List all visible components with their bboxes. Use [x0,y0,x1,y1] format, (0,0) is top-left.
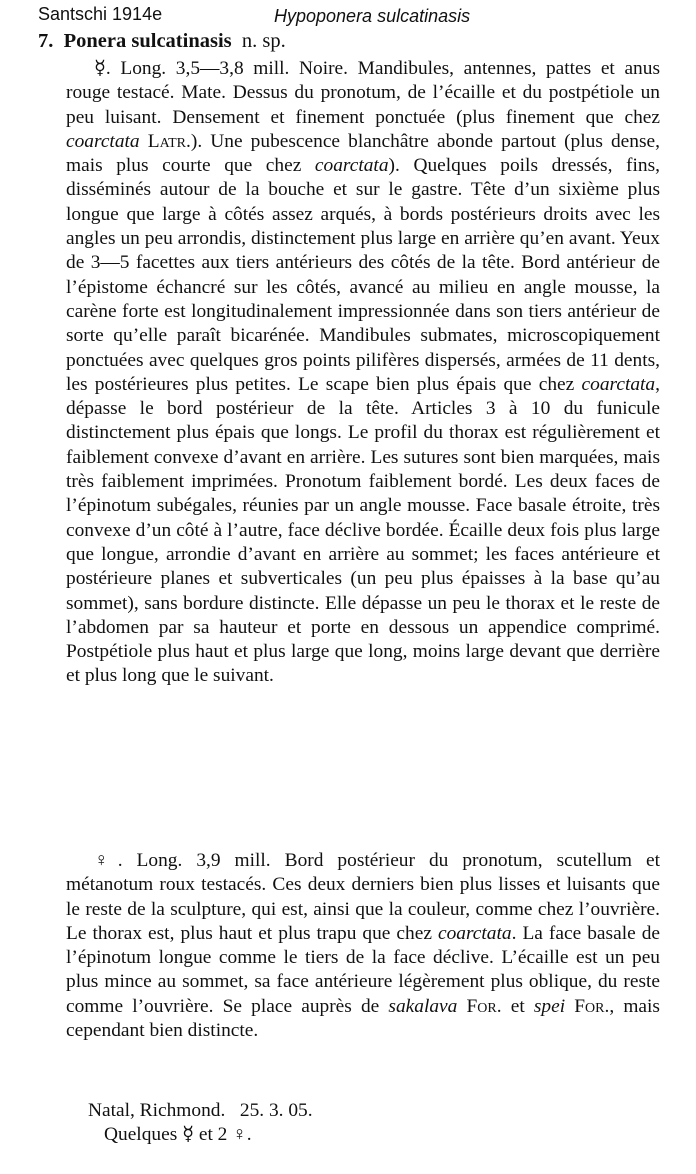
taxon-name-header: Hypoponera sulcatinasis [274,6,471,26]
worker-text-segment: ☿. Long. 3,5—3,8 mill. Noire. Mandibules, antennes, pattes et anus rouge testacé. Mate. Dessus du pronotum, de l’écaille et du postpétiole un peu luisant. Densement et finement ponctuée (plus finement que chez [66,58,660,128]
material-examined [88,1099,313,1148]
species-number: 7. [38,30,54,52]
specimens-line: Quelques ☿ et 2 ♀. [104,1124,252,1146]
worker-text-segment: coarctata [66,130,140,152]
queen-description [66,849,660,1043]
worker-text-segment: coarctata [581,373,656,395]
queen-text-segment [457,996,466,1017]
queen-text-segment: , mais cependant bien distincte. [66,995,660,1042]
queen-text-segment: coarctata [437,922,512,944]
queen-text-segment: spei [533,995,566,1017]
locality-line: Natal, Richmond. 25. 3. 05. [88,1100,313,1121]
queen-text-segment [565,996,574,1017]
species-status: n. sp. [241,30,286,52]
species-heading [38,30,286,53]
worker-text-segment [140,131,148,152]
queen-text-segment: . La face basale de l’épinotum longue comme le tiers de la face déclive. L’écaille est un peu plus mince au sommet, sa face antérieure légèrement plus oblique, du reste comme l’ouvrière. Se place auprès de [66,922,661,1017]
queen-text-segment: ♀. Long. 3,9 mill. Bord postérieur du pronotum, scutellum et métanotum roux testacés. Ces deux derniers bien plus lisses et luisants que le reste de la sculpture, qui est, ainsi que la couleur, comme chez l’ouvrière. Le thorax est, plus haut et plus trapu que chez [66,850,660,944]
queen-text-segment: et [501,995,534,1017]
worker-text-segment: ). Une pubescence blanchâtre abonde partout (plus dense, mais plus courte que chez [66,130,660,177]
queen-text-segment: sakalava [388,995,458,1017]
species-name: Ponera sulcatinasis [63,30,232,52]
worker-text-segment: Latr. [147,130,191,152]
queen-text-segment: For. [574,995,610,1017]
queen-text-segment: For. [466,995,502,1017]
worker-text-segment: coarctata [314,155,389,177]
worker-text-segment: , dépasse le bord postérieur de la tête. Articles 3 à 10 du funicule distinctement plus épais que longs. Le profil du thorax est régulièrement et faiblement convexe d’avant en arrière. Les sutures sont bien marquées, mais très faiblement imprimées. Pronotum faiblement bordé. Les deux faces de l’épinotum subégales, réunies par un angle mousse. Face basale étroite, très convexe d’un côté à l’autre, face déclive bordée. Écaille deux fois plus large que longue, arrondie d’avant en arrière au sommet; les faces antérieure et postérieure planes et subverticales (un peu plus épaisses à la base qu’au sommet), sans bordure distincte. Elle dépasse un peu le thorax et le reste de l’abdomen par sa hauteur et porte en dessous un appendice comprimé. Postpétiole plus haut et plus large que long, moins large devant que derrière et plus long que le suivant. [66,373,660,687]
worker-text-segment: ). Quelques poils dressés, fins, disséminés autour de la bouche et sur le gastre. Tête d’un sixième plus longue que large à côtés assez arqués, à bords postérieurs droits avec les angles un peu arrondis, distinctement plus large en arrière qu’en avant. Yeux de 3—5 facettes aux tiers antérieurs des côtés de la tête. Bord antérieur de l’épistome échancré sur les côtés, avancé au milieu en angle mousse, la carène forte est longitudinalement impressionnée dans son tiers antérieur de sorte qu’elle paraît bicarénée. Mandibules submates, microscopiquement ponctuées avec quelques gros points pilifères dispersés, armées de 11 dents, les postérieures plus petites. Le scape bien plus épais que chez [66,155,660,395]
citation-label: Santschi 1914e [38,4,163,24]
worker-description [66,57,660,689]
